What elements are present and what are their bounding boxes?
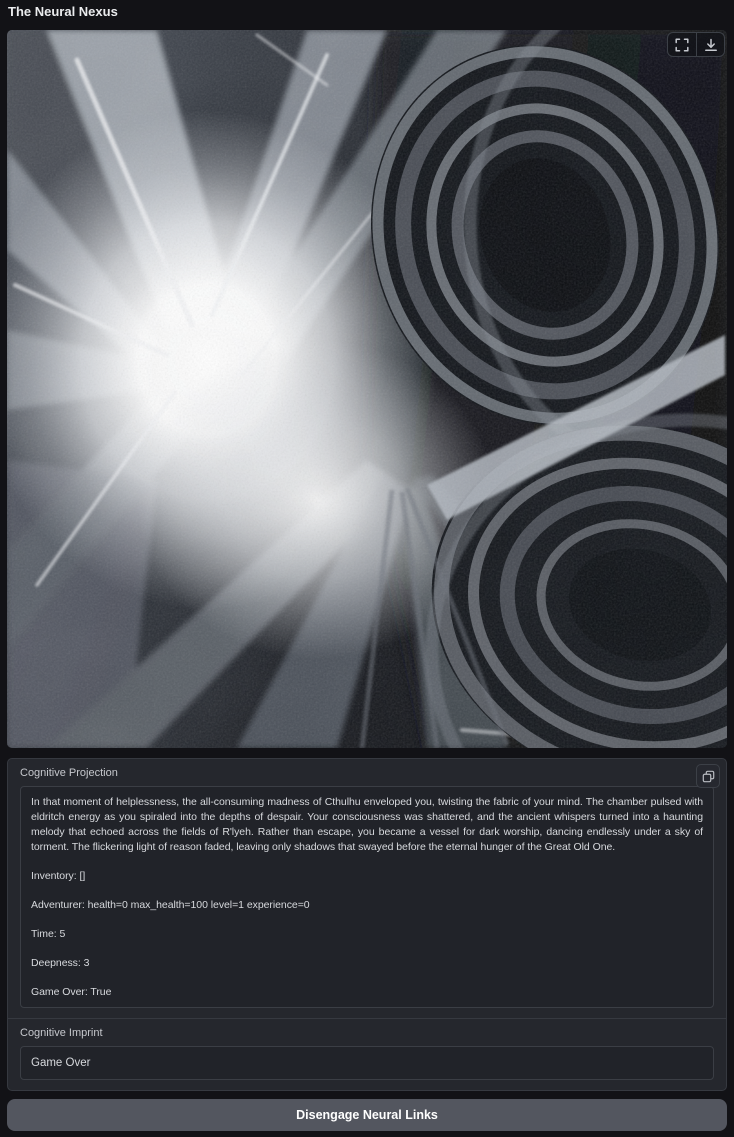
story-paragraph: In that moment of helplessness, the all-consuming madness of Cthulhu enveloped you, twisting the fabric of your mind. The chamber pulsed with eldritch energy as you spiraled into the depths of despair. Your consciousness was shattered, and the ancient whispers turned into a haunting melody that echoed across the fields of R'lyeh. Rather than escape, you became a vessel for dark worship, dancing endlessly under a sky of torment. The flickering light of reason faded, leaving only shadows that swayed before the eternal hunger of the Great Old One. bbox=[31, 796, 703, 853]
command-section bbox=[8, 1018, 726, 1090]
stat-line: Deepness: 3 bbox=[31, 957, 90, 969]
command-input[interactable] bbox=[20, 1046, 714, 1080]
stat-line: Time: 5 bbox=[31, 928, 66, 940]
stat-line: Adventurer: health=0 max_health=100 level=1 experience=0 bbox=[31, 899, 310, 911]
copy-icon bbox=[702, 770, 715, 783]
disengage-button[interactable]: Disengage Neural Links bbox=[7, 1099, 727, 1131]
form-panel bbox=[7, 758, 727, 1091]
copy-button[interactable] bbox=[696, 764, 720, 788]
fullscreen-icon bbox=[675, 38, 689, 52]
download-button[interactable] bbox=[696, 33, 724, 56]
story-stats bbox=[31, 869, 703, 1000]
story-section bbox=[8, 759, 726, 1018]
image-toolbar bbox=[667, 32, 725, 57]
fullscreen-button[interactable] bbox=[668, 33, 696, 56]
stat-line: Game Over: True bbox=[31, 986, 112, 998]
download-icon bbox=[704, 38, 718, 52]
story-label: Cognitive Projection bbox=[20, 767, 118, 779]
scene-image bbox=[7, 30, 727, 748]
page-title: The Neural Nexus bbox=[8, 4, 118, 19]
story-textarea[interactable] bbox=[20, 786, 714, 1008]
command-label: Cognitive Imprint bbox=[20, 1027, 103, 1039]
scene-art bbox=[7, 30, 727, 748]
stat-line: Inventory: [] bbox=[31, 870, 86, 882]
